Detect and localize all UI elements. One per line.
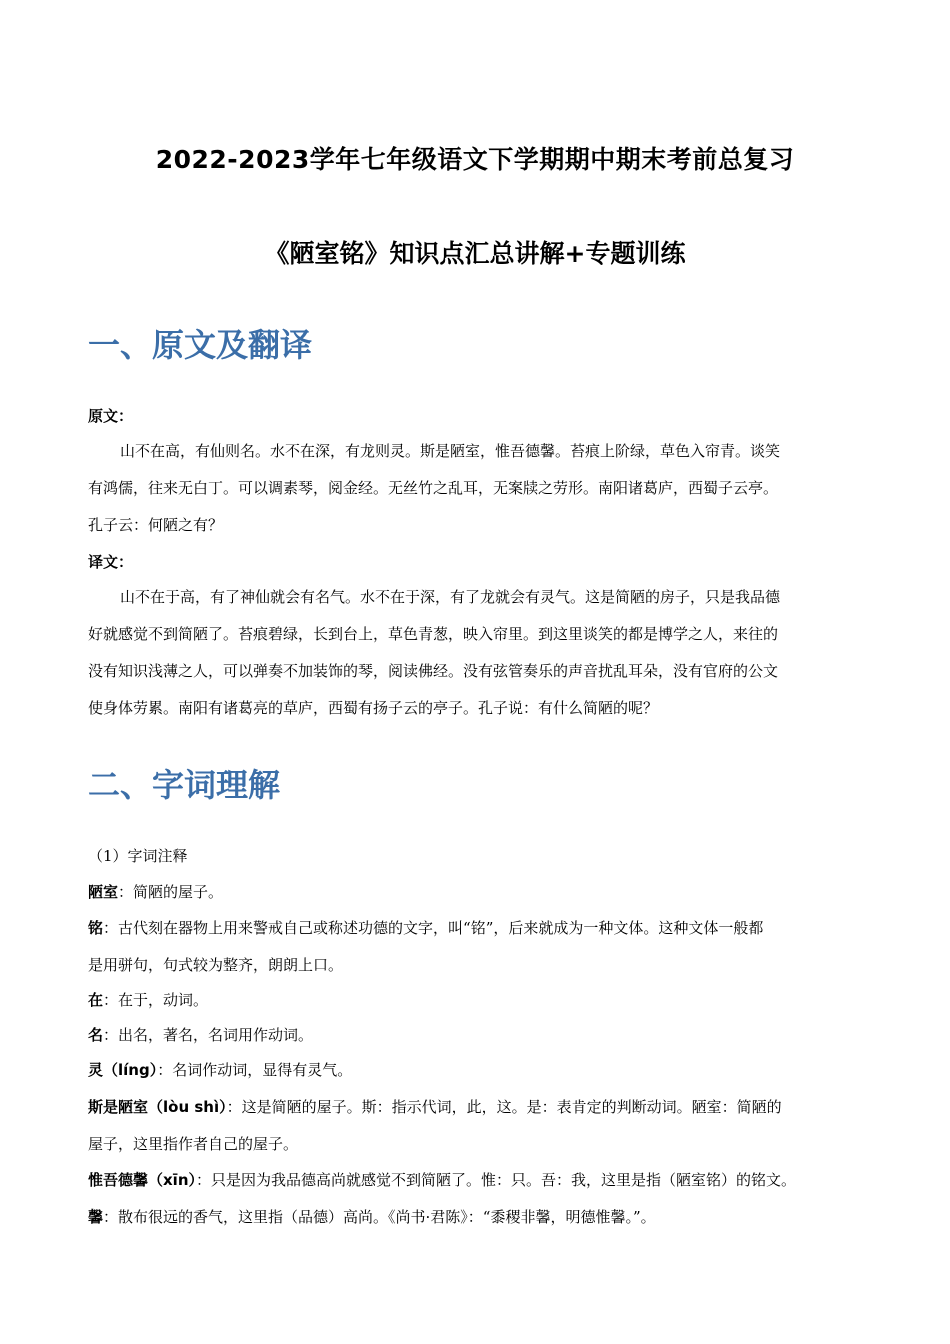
vocab-separator: ： xyxy=(103,919,119,937)
vocab-term: 铭 xyxy=(88,919,104,937)
translation-line: 使身体劳累。南阳有诸葛亮的草庐，西蜀有扬子云的亭子。孔子说：有什么简陋的呢？ xyxy=(88,699,659,717)
vocab-definition: 简陋的屋子。 xyxy=(133,883,224,901)
original-line: 山不在高，有仙则名。水不在深，有龙则灵。斯是陋室，惟吾德馨。苔痕上阶绿，草色入帘青。谈笑 xyxy=(120,442,781,460)
translation-line: 好就感觉不到简陋了。苔痕碧绿，长到台上，草色青葱，映入帘里。到这里谈笑的都是博学之人，来往的 xyxy=(88,625,779,643)
vocab-term: 陋室 xyxy=(88,883,119,901)
vocab-entry xyxy=(88,955,343,975)
vocab-definition: 屋子，这里指作者自己的屋子。 xyxy=(88,1135,299,1153)
translation-line: 没有知识浅薄之人，可以弹奏不加装饰的琴，阅读佛经。没有弦管奏乐的声音扰乱耳朵，没有官府的公文 xyxy=(88,662,779,680)
vocab-term: 灵（líng） xyxy=(88,1061,158,1079)
vocab-separator: ： xyxy=(226,1098,242,1116)
section-heading-vocabulary: 二、字词理解 xyxy=(88,766,281,804)
vocab-entry xyxy=(88,1170,796,1190)
original-line: 有鸿儒，往来无白丁。可以调素琴，阅金经。无丝竹之乱耳，无案牍之劳形。南阳诸葛庐，西蜀子云亭。 xyxy=(88,479,779,497)
translation-line: 山不在于高，有了神仙就会有名气。水不在于深，有了龙就会有灵气。这是简陋的房子，只是我品德 xyxy=(120,588,781,606)
vocab-separator: ： xyxy=(118,883,134,901)
vocab-entry xyxy=(88,1060,352,1080)
translation-label: 译文： xyxy=(88,553,134,571)
vocab-definition: 出名，著名，名词用作动词。 xyxy=(118,1026,314,1044)
vocab-definition: 只是因为我品德高尚就感觉不到简陋了。惟：只。吾：我，这里是指（陋室铭）的铭文。 xyxy=(211,1171,797,1189)
vocab-entry xyxy=(88,1134,298,1154)
vocab-term: 在 xyxy=(88,991,104,1009)
vocab-entry xyxy=(88,882,223,902)
vocab-separator: ： xyxy=(103,991,119,1009)
vocab-entry xyxy=(88,1207,656,1227)
vocab-definition: 在于，动词。 xyxy=(118,991,209,1009)
vocabulary-subheading: （1）字词注释 xyxy=(88,847,188,865)
vocab-term: 惟吾德馨（xīn） xyxy=(88,1171,196,1189)
vocab-entry xyxy=(88,990,208,1010)
vocab-separator: ： xyxy=(196,1171,212,1189)
vocab-separator: ： xyxy=(103,1208,119,1226)
vocab-entry xyxy=(88,918,763,938)
vocab-entry xyxy=(88,1025,313,1045)
section-heading-original: 一、原文及翻译 xyxy=(88,326,313,364)
vocab-entry xyxy=(88,1097,782,1117)
vocab-term: 馨 xyxy=(88,1208,104,1226)
vocab-definition: 这是简陋的屋子。斯：指示代词，此，这。是：表肯定的判断动词。陋室：简陋的 xyxy=(241,1098,782,1116)
vocab-definition: 名词作动词，显得有灵气。 xyxy=(172,1061,353,1079)
vocab-term: 名 xyxy=(88,1026,104,1044)
vocab-separator: ： xyxy=(103,1026,119,1044)
vocab-definition: 是用骈句，句式较为整齐，朗朗上口。 xyxy=(88,956,344,974)
vocab-definition: 古代刻在器物上用来警戒自己或称述功德的文字，叫“铭”，后来就成为一种文体。这种文体一般都 xyxy=(118,919,764,937)
vocab-separator: ： xyxy=(157,1061,173,1079)
document-title: 2022-2023学年七年级语文下学期期中期末考前总复习 xyxy=(155,145,795,174)
document-subtitle: 《陋室铭》知识点汇总讲解+专题训练 xyxy=(264,239,686,268)
original-line: 孔子云：何陋之有？ xyxy=(88,516,224,534)
original-label: 原文： xyxy=(88,407,134,425)
vocab-term: 斯是陋室（lòu shì） xyxy=(88,1098,227,1116)
vocab-definition: 散布很远的香气，这里指（品德）高尚。《尚书·君陈》：“黍稷非馨，明德惟馨。”。 xyxy=(118,1208,656,1226)
